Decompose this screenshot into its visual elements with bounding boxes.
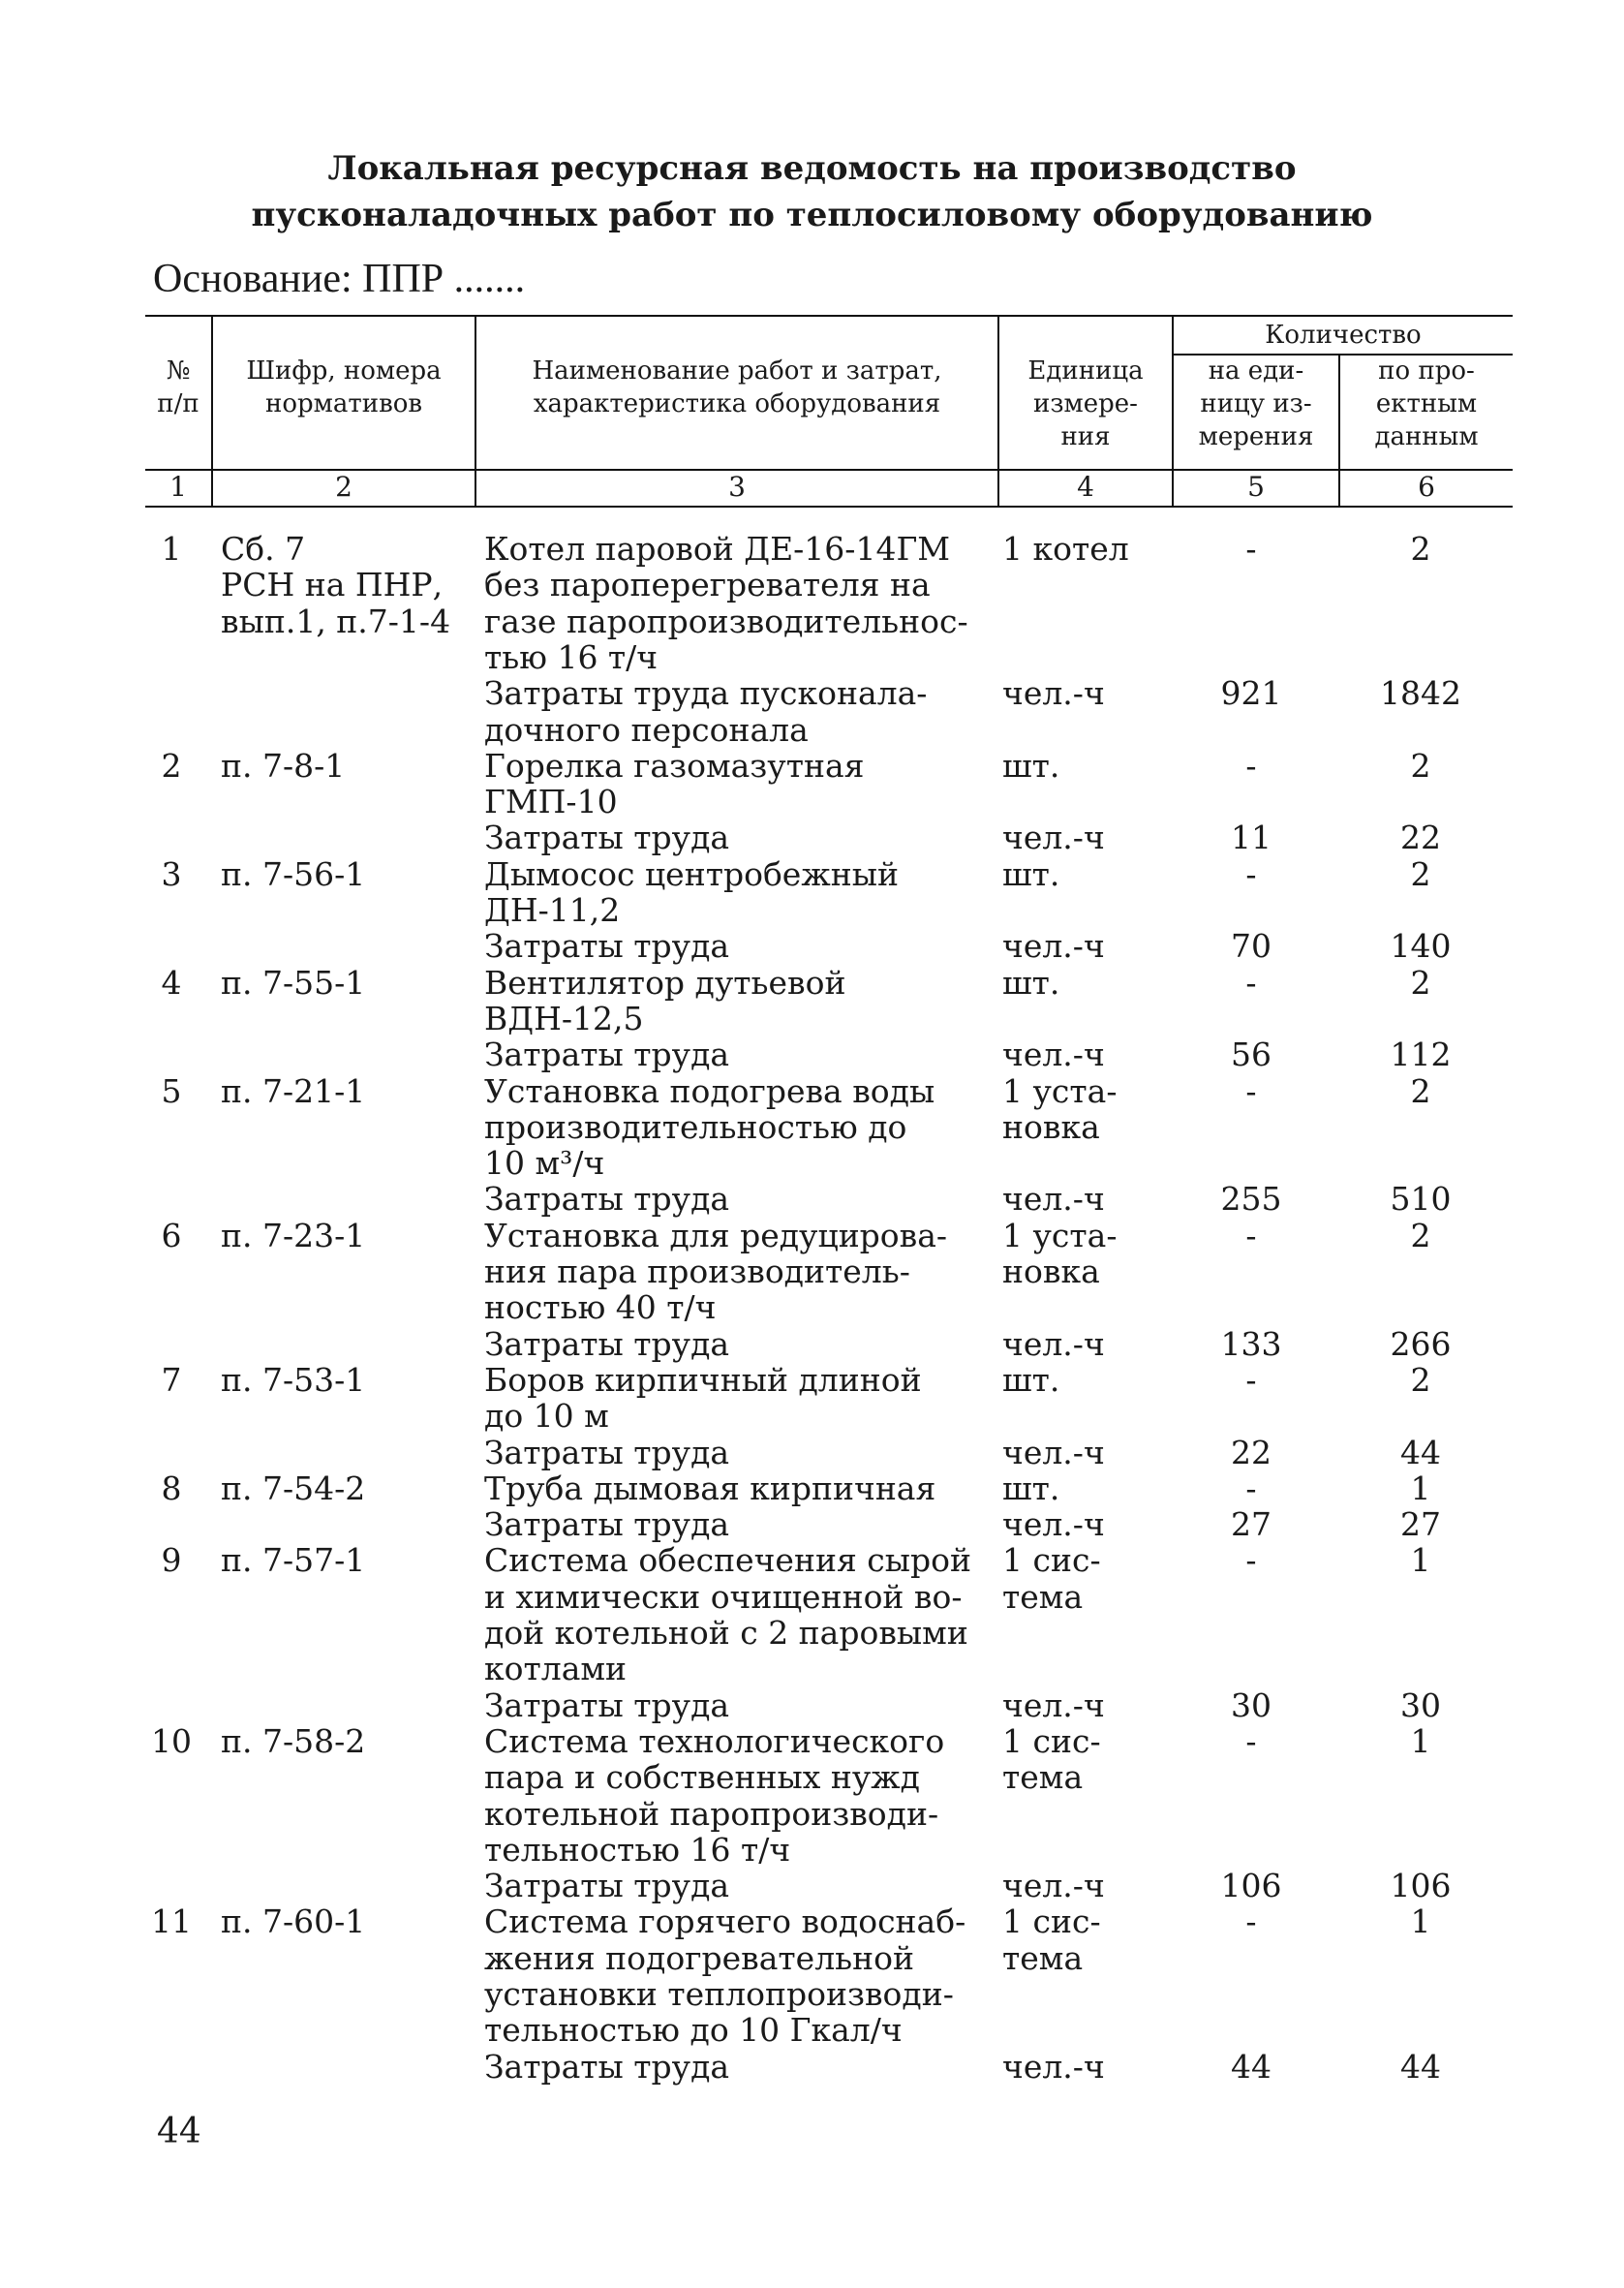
row-unit-line: шт. [1002, 854, 1060, 893]
row-unit-line: чел.-ч [1002, 1036, 1105, 1074]
header-col3-line: характеристика оборудования [533, 389, 941, 418]
header-col5-line: мерения [1198, 422, 1314, 451]
header-col6-line: данным [1374, 422, 1479, 451]
row-unit-line: новка [1002, 1252, 1100, 1290]
row-unit-line: чел.-ч [1002, 1867, 1105, 1905]
row-per-unit: - [1245, 1469, 1257, 1507]
document-title-line-2: пусконаладочных работ по теплосиловому оборудованию [251, 196, 1373, 234]
row-name-line: Боров кирпичный длиной [484, 1360, 922, 1399]
row-name-line: Затраты труда [484, 1324, 730, 1363]
row-project-qty: 22 [1400, 819, 1441, 857]
row-project-qty: 266 [1390, 1324, 1452, 1363]
header-col4-line: ния [1060, 422, 1111, 451]
header-col5-line: на еди- [1208, 356, 1304, 386]
row-per-unit: - [1245, 746, 1257, 785]
document-title-line-1: Локальная ресурсная ведомость на производство [327, 149, 1297, 188]
row-per-unit: 11 [1231, 819, 1272, 857]
row-per-unit: - [1245, 1360, 1257, 1399]
row-name-line: ВДН-12,5 [484, 999, 644, 1037]
header-col2 [213, 355, 475, 420]
row-code-line: п. 7-55-1 [221, 963, 366, 1002]
row-name-line: Установка для редуцирова- [484, 1216, 948, 1254]
row-code-line: РСН на ПНР, [221, 566, 444, 604]
header-col3 [476, 355, 997, 420]
row-name-line: Установка подогрева воды [484, 1071, 935, 1110]
row-unit-line: шт. [1002, 1469, 1060, 1507]
row-name-line: производительностью до [484, 1107, 907, 1146]
row-unit-line: чел.-ч [1002, 927, 1105, 966]
row-code-line: п. 7-57-1 [221, 1541, 366, 1580]
header-col1 [145, 355, 211, 420]
row-number: 3 [161, 854, 182, 893]
row-project-qty: 510 [1390, 1180, 1452, 1219]
row-per-unit: 133 [1220, 1324, 1282, 1363]
row-per-unit: - [1245, 1541, 1257, 1580]
row-per-unit: 70 [1231, 927, 1272, 966]
row-unit-line: 1 сис- [1002, 1902, 1101, 1941]
row-name-line: Затраты труда пусконала- [484, 674, 928, 713]
header-col6 [1340, 355, 1513, 453]
row-project-qty: 2 [1410, 854, 1431, 893]
column-number: 3 [728, 471, 746, 503]
row-unit-line: чел.-ч [1002, 1433, 1105, 1471]
header-col4-line: Единица [1027, 356, 1144, 386]
row-code-line: п. 7-56-1 [221, 854, 366, 893]
row-unit-line: тема [1002, 1577, 1084, 1616]
row-project-qty: 1 [1410, 1541, 1431, 1580]
row-name-line: Затраты труда [484, 1180, 730, 1219]
row-name-line: Система технологического [484, 1721, 945, 1760]
row-name-line: и химически очищенной во- [484, 1577, 963, 1616]
row-project-qty: 27 [1400, 1505, 1441, 1544]
row-unit-line: 1 сис- [1002, 1721, 1101, 1760]
row-project-qty: 1 [1410, 1721, 1431, 1760]
row-number: 10 [151, 1721, 192, 1760]
row-code-line: п. 7-58-2 [221, 1721, 366, 1760]
row-number: 8 [161, 1469, 182, 1507]
row-name-line: Вентилятор дутьевой [484, 963, 846, 1002]
row-unit-line: шт. [1002, 1360, 1060, 1399]
row-unit-line: чел.-ч [1002, 2047, 1105, 2086]
row-name-line: Дымосос центробежный [484, 854, 899, 893]
header-col1-line: № [166, 356, 191, 386]
header-quantity: Количество [1265, 321, 1422, 350]
row-code-line: п. 7-8-1 [221, 746, 346, 785]
row-per-unit: 22 [1231, 1433, 1272, 1471]
row-number: 7 [161, 1360, 182, 1399]
row-unit-line: 1 уста- [1002, 1071, 1118, 1110]
row-project-qty: 1 [1410, 1902, 1431, 1941]
row-name-line: без пароперегревателя на [484, 566, 931, 604]
row-name-line: ностью 40 т/ч [484, 1288, 717, 1327]
row-name-line: тельностью 16 т/ч [484, 1830, 791, 1869]
row-per-unit: 921 [1220, 674, 1282, 713]
row-project-qty: 44 [1400, 2047, 1441, 2086]
header-col6-line: по про- [1378, 356, 1475, 386]
row-number: 5 [161, 1071, 182, 1110]
row-name-line: Затраты труда [484, 819, 730, 857]
row-per-unit: 106 [1220, 1867, 1282, 1905]
row-unit-line: чел.-ч [1002, 1324, 1105, 1363]
row-code-line: Сб. 7 [221, 530, 306, 568]
row-name-line: до 10 м [484, 1397, 609, 1436]
row-project-qty: 44 [1400, 1433, 1441, 1471]
row-name-line: Котел паровой ДЕ-16-14ГМ [484, 530, 951, 568]
row-number: 4 [161, 963, 182, 1002]
row-name-line: Затраты труда [484, 1867, 730, 1905]
row-code-line: п. 7-53-1 [221, 1360, 366, 1399]
row-unit-line: чел.-ч [1002, 819, 1105, 857]
row-per-unit: - [1245, 530, 1257, 568]
row-project-qty: 2 [1410, 963, 1431, 1002]
row-project-qty: 30 [1400, 1685, 1441, 1724]
row-name-line: жения подогревательной [484, 1938, 915, 1977]
row-name-line: ГМП-10 [484, 783, 618, 821]
row-per-unit: - [1245, 1071, 1257, 1110]
row-name-line: дочного персонала [484, 710, 809, 749]
row-per-unit: 27 [1231, 1505, 1272, 1544]
row-name-line: котлами [484, 1650, 628, 1688]
row-name-line: Система обеспечения сырой [484, 1541, 971, 1580]
row-unit-line: чел.-ч [1002, 1505, 1105, 1544]
row-name-line: пара и собственных нужд [484, 1758, 920, 1797]
row-number: 1 [161, 530, 182, 568]
row-name-line: котельной паропроизводи- [484, 1794, 939, 1833]
row-per-unit: - [1245, 1721, 1257, 1760]
row-name-line: Затраты труда [484, 1685, 730, 1724]
page-number: 44 [157, 2112, 201, 2151]
row-unit-line: тема [1002, 1758, 1084, 1797]
column-number: 6 [1418, 471, 1435, 503]
row-name-line: Затраты труда [484, 1505, 730, 1544]
column-number: 2 [335, 471, 352, 503]
row-number: 6 [161, 1216, 182, 1254]
row-name-line: Труба дымовая кирпичная [484, 1469, 936, 1507]
header-col5 [1174, 355, 1338, 453]
row-unit-line: чел.-ч [1002, 1685, 1105, 1724]
row-unit-line: шт. [1002, 746, 1060, 785]
row-project-qty: 2 [1410, 1071, 1431, 1110]
row-project-qty: 1 [1410, 1469, 1431, 1507]
row-unit-line: новка [1002, 1107, 1100, 1146]
header-col2-line: Шифр, номера [246, 356, 442, 386]
row-name-line: Затраты труда [484, 2047, 730, 2086]
numbers-bottom-rule [145, 506, 1513, 508]
header-col2-line: нормативов [265, 389, 422, 418]
row-name-line: ДН-11,2 [484, 891, 621, 929]
basis-line: Основание: ППР ....... [153, 257, 526, 301]
row-unit-line: чел.-ч [1002, 1180, 1105, 1219]
column-number: 4 [1077, 471, 1094, 503]
row-project-qty: 1842 [1380, 674, 1461, 713]
row-code-line: п. 7-23-1 [221, 1216, 366, 1254]
row-name-line: 10 м³/ч [484, 1144, 605, 1183]
row-unit-line: тема [1002, 1938, 1084, 1977]
row-name-line: Горелка газомазутная [484, 746, 865, 785]
row-name-line: Затраты труда [484, 1036, 730, 1074]
row-project-qty: 140 [1390, 927, 1452, 966]
row-project-qty: 112 [1390, 1036, 1452, 1074]
row-number: 11 [151, 1902, 192, 1941]
header-col6-line: ектным [1375, 389, 1478, 418]
row-name-line: дой котельной с 2 паровыми [484, 1614, 968, 1652]
row-per-unit: 30 [1231, 1685, 1272, 1724]
row-per-unit: - [1245, 854, 1257, 893]
row-unit-line: 1 котел [1002, 530, 1129, 568]
row-project-qty: 2 [1410, 1360, 1431, 1399]
row-code-line: п. 7-60-1 [221, 1902, 366, 1941]
row-name-line: Затраты труда [484, 1433, 730, 1471]
row-name-line: установки теплопроизводи- [484, 1975, 954, 2013]
header-col4 [999, 355, 1172, 453]
row-name-line: ния пара производитель- [484, 1252, 910, 1290]
row-unit-line: 1 уста- [1002, 1216, 1118, 1254]
row-per-unit: - [1245, 963, 1257, 1002]
row-unit-line: чел.-ч [1002, 674, 1105, 713]
row-project-qty: 106 [1390, 1867, 1452, 1905]
header-col5-line: ницу из- [1200, 389, 1312, 418]
row-name-line: Затраты труда [484, 927, 730, 966]
row-per-unit: - [1245, 1216, 1257, 1254]
row-name-line: тельностью до 10 Гкал/ч [484, 2011, 903, 2050]
row-per-unit: - [1245, 1902, 1257, 1941]
column-number: 5 [1247, 471, 1265, 503]
header-col4-line: измере- [1033, 389, 1138, 418]
row-number: 2 [161, 746, 182, 785]
row-number: 9 [161, 1541, 182, 1580]
header-col3-line: Наименование работ и затрат, [532, 356, 942, 386]
row-code-line: вып.1, п.7-1-4 [221, 602, 451, 640]
row-code-line: п. 7-54-2 [221, 1469, 366, 1507]
row-project-qty: 2 [1410, 530, 1431, 568]
row-per-unit: 255 [1220, 1180, 1282, 1219]
row-name-line: тью 16 т/ч [484, 637, 659, 676]
row-name-line: газе паропроизводительнос- [484, 602, 968, 640]
row-per-unit: 56 [1231, 1036, 1272, 1074]
row-project-qty: 2 [1410, 746, 1431, 785]
header-col1-line: п/п [157, 389, 199, 418]
row-unit-line: шт. [1002, 963, 1060, 1002]
row-project-qty: 2 [1410, 1216, 1431, 1254]
row-name-line: Система горячего водоснаб- [484, 1902, 966, 1941]
row-per-unit: 44 [1231, 2047, 1272, 2086]
row-unit-line: 1 сис- [1002, 1541, 1101, 1580]
row-code-line: п. 7-21-1 [221, 1071, 366, 1110]
header-top-rule [145, 315, 1513, 317]
column-number: 1 [169, 471, 187, 503]
